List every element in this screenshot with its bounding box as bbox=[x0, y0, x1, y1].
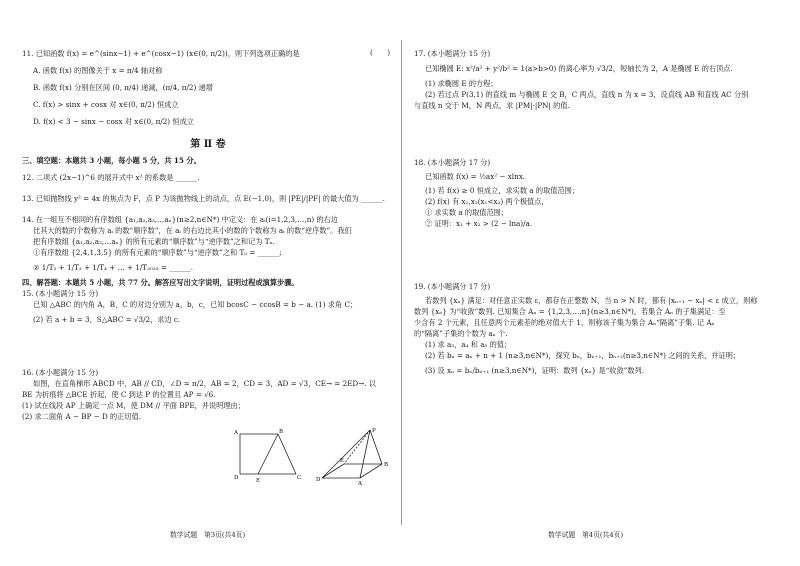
label-d: D bbox=[234, 475, 239, 481]
q11-option-a: A. 函数 f(x) 的图像关于 x = π/4 轴对称 bbox=[33, 66, 163, 75]
q17-line-4: 与直线 n 交于 M，N 两点，求 |PM|·|PN| 的值. bbox=[414, 101, 570, 110]
q17-header: 17. (本小题满分 15 分) bbox=[414, 49, 491, 58]
trapezoid-figure bbox=[233, 429, 301, 484]
q14-line-3: 把有序数组 {a₁,a₂,a₃,…aₙ} 的所有元素的“顺序数”与“逆序数”之和记为 Tₙ. bbox=[33, 237, 275, 246]
q19-line-3: 少含有 2 个元素，且任意两个元素差的绝对值大于 1，则称该子集为集合 Aₙ“隔离”子集. 记 Aₙ bbox=[414, 318, 715, 327]
edge-de bbox=[322, 464, 344, 478]
q11-option-d: D. f(x) < 3 − sinx − cosx 对 x∈(0, π/2) 恒成立 bbox=[33, 117, 194, 126]
label-p: P bbox=[372, 428, 376, 434]
column-divider bbox=[401, 40, 402, 525]
q11-option-c: C. f(x) > sinx + cosx 对 x∈(0, π/2) 恒成立 bbox=[33, 100, 179, 109]
section-4-heading: 四、解答题：本题共 5 小题，共 77 分。解答应写出文字说明，证明过程或演算步骤。 bbox=[22, 278, 299, 287]
label-b-solid: B bbox=[384, 462, 389, 468]
q16-line-1: 如图，在直角梯形 ABCD 中，AB // CD，∠D = π/2，AB = 2，CD = 3，AD = √3，CE→ = 2ED→. 以 bbox=[33, 379, 376, 388]
q18-line-3: (2) f(x) 有 x₁,x₂(x₁<x₂) 两个极值点， bbox=[425, 197, 549, 206]
q11-option-b: B. 函数 f(x) 分别在区间 (0, π/4) 递减，(π/4, π/2) 递增 bbox=[33, 83, 213, 92]
q18-line-5: ② 证明：x₁ + x₂ > (2 − lna)/a. bbox=[425, 219, 533, 228]
q16-line-3: (1) 试在线段 AP 上确定一点 M，使 DM // 平面 BPE，并说明理由； bbox=[22, 401, 245, 410]
trapezoid-figures bbox=[22, 426, 394, 488]
q17-line-2: (1) 求椭圆 E 的方程； bbox=[425, 79, 498, 88]
q11-stem: 11. 已知函数 f(x) = e^(sinx−1) + e^(cosx−1) (x∈(0, π/2))，则下列选项正确的是 bbox=[22, 49, 300, 58]
q17-line-1: 已知椭圆 E: x²/a² + y²/b² = 1(a>b>0) 的离心率为 √3/2，短轴长为 2，A 是椭圆 E 的右顶点. bbox=[425, 64, 733, 73]
label-e-solid: E bbox=[340, 458, 345, 464]
q19-header: 19. (本小题满分 17 分) bbox=[414, 282, 491, 291]
q17-line-3: (2) 若过点 P(3,1) 的直线 m 与椭圆 E 交 B，C 两点，直线 n 为 x = 3，设直线 AB 和直线 AC 分别 bbox=[425, 90, 749, 99]
folded-figure bbox=[316, 428, 388, 487]
q15-header: 15. (本小题满分 15 分) bbox=[22, 289, 99, 298]
question-12: 12. 二项式 (2x−1)^6 的展开式中 x² 的系数是 ______. bbox=[22, 173, 200, 182]
label-c: C bbox=[297, 475, 302, 481]
q16-line-2: BE 为折痕将 △BCE 折起，使 C 到达 P 的位置且 AP = √6. bbox=[22, 390, 216, 399]
q18-line-4: ① 求实数 a 的取值范围； bbox=[425, 208, 509, 217]
q19-line-4: 的“隔离”子集的个数为 aₙ 个. bbox=[414, 329, 508, 338]
q19-line-1: 若数列 {xₙ} 满足：对任意正实数 ε，都存在正整数 N，当 n > N 时，都有 |xₙ₊₁ − xₙ| < ε 成立，则称 bbox=[425, 296, 758, 305]
q19-line-2: 数列 {xₙ} 为“收敛”数列. 已知集合 Aₙ = {1,2,3,…,n}(n≥3,n∈N*)，若集合 Aₙ 的子集满足：至 bbox=[414, 307, 726, 316]
q18-header: 18. (本小题满分 17 分) bbox=[414, 158, 491, 167]
q14-line-2: 比其大的数的个数称为 aᵢ 的数“顺序数”，在 aᵢ 的右边比其小的数的个数称为 aᵢ 的数“逆序数”。我们 bbox=[33, 226, 352, 235]
q14-part-1: ①有序数组 {2,4,1,3,5} 的所有元素的“顺序数”与“逆序数”之和 T₅ = ______; bbox=[33, 248, 282, 257]
q19-line-6: (2) 若 bₙ = aₙ + n + 1 (n≥3,n∈N*)，探究 bₙ，bₙ₊₁，bₙ₊₂(n≥3,n∈N*) 之间的关系，并证明； bbox=[425, 351, 741, 360]
q16-line-4: (2) 求二面角 A − BP − D 的正切值. bbox=[22, 412, 142, 421]
question-13: 13. 已知抛物线 y² = 4x 的焦点为 F，点 P 为该抛物线上的动点，点 E(−1,0)，则 |PE|/|PF| 的最大值为 ______. bbox=[22, 194, 385, 203]
question-18 bbox=[414, 157, 784, 229]
edge-pa bbox=[360, 430, 370, 478]
left-column bbox=[22, 48, 394, 486]
label-a-solid: A bbox=[358, 481, 362, 487]
label-d-solid: D bbox=[316, 477, 321, 483]
question-16 bbox=[22, 367, 394, 486]
label-a: A bbox=[234, 430, 238, 436]
q14-part-2: ② 1/T₂ + 1/T₃ + 1/T₄ + … + 1/T₂₀₂₅ = ______. bbox=[33, 263, 194, 272]
section-3-heading: 三、填空题：本题共 3 小题，每小题 5 分，共 15 分。 bbox=[22, 156, 201, 165]
question-11 bbox=[22, 48, 394, 127]
footer-page-3: 数学试题 第3页(共4页) bbox=[170, 531, 246, 539]
q19-line-7: (3) 设 xₙ = bₙ/bₙ₊₁ (n≥3,n∈N*)，证明：数列 {xₙ} 是“收敛”数列. bbox=[425, 366, 645, 375]
edge-pb bbox=[370, 430, 382, 464]
question-17 bbox=[414, 48, 784, 111]
edge-bc bbox=[278, 434, 296, 474]
q15-line-2: (2) 若 a + b = 3，S△ABC = √3/2，求边 c. bbox=[33, 315, 181, 324]
footer-page-4: 数学试题 第4页(共4页) bbox=[548, 531, 624, 539]
edge-be bbox=[258, 434, 278, 474]
edge-pd bbox=[322, 430, 370, 478]
question-19 bbox=[414, 281, 784, 376]
q14-line-1: 14. 在一组互不相同的有序数组 {a₁,a₂,a₃,…aₙ}(n≥2,n∈N*) 中定义：在 aᵢ(i=1,2,3,…,n) 的右边 bbox=[22, 215, 338, 224]
q18-line-2: (1) 若 f(x) ≥ 0 恒成立，求实数 a 的取值范围； bbox=[425, 186, 580, 195]
label-b: B bbox=[279, 429, 284, 435]
q19-line-5: (1) 求 a₃，a₄ 和 a₅ 的值； bbox=[425, 340, 512, 349]
q18-line-1: 已知函数 f(x) = ½ax² − xlnx. bbox=[425, 172, 526, 181]
right-column bbox=[414, 48, 784, 376]
q16-header: 16. (本小题满分 15 分) bbox=[22, 368, 99, 377]
q15-line-1: 已知 △ABC 的内角 A，B，C 的对边分别为 a，b，c，已知 bcosC − ccosB = b − a. (1) 求角 C； bbox=[33, 300, 358, 309]
question-15 bbox=[22, 288, 394, 325]
question-14 bbox=[22, 214, 394, 273]
figures bbox=[22, 426, 394, 486]
answer-paren: ( ) bbox=[370, 48, 390, 57]
edge-ab-solid bbox=[360, 464, 382, 478]
label-e: E bbox=[256, 478, 261, 484]
part-2-title: 第 Ⅱ 卷 bbox=[190, 139, 226, 150]
